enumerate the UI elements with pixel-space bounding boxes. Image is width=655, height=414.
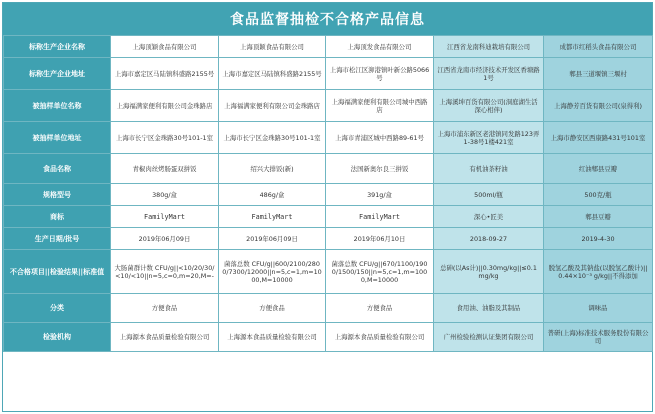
table-cell: 方便食品	[111, 294, 219, 323]
table-cell: 红油郫县豆瓣	[544, 154, 653, 184]
table-cell: 菌落总数 CFU/g||670/1100/1900/1500/150||n=5,c=1,m=1000,M=10000	[326, 250, 434, 294]
table-cell: 上海市青浦区城中西路89-61号	[326, 122, 434, 154]
table-row	[4, 154, 653, 184]
table-cell: 上海顶颖食品有限公司	[111, 36, 219, 58]
table-cell: 500ml/瓶	[434, 184, 544, 206]
table-cell: 菌落总数 CFU/g||600/2100/2800/7300/12000||n=5,c=1,m=1000,M=10000	[219, 250, 326, 294]
table-cell: 上海静芳百货有限公司(泉得利)	[544, 90, 653, 122]
row-header: 标称生产企业名称	[4, 36, 111, 58]
page-title: 食品监督抽检不合格产品信息	[3, 3, 652, 35]
table-cell: 青椒肉丝烤肠蛋双拼饭	[111, 154, 219, 184]
row-header: 被抽样单位名称	[4, 90, 111, 122]
row-header: 分类	[4, 294, 111, 323]
table-cell: 2019年06月10日	[326, 228, 434, 250]
nonconforming-products-table	[3, 35, 653, 352]
table-cell: 2019年06月09日	[219, 228, 326, 250]
table-cell: 上海市嘉定区马陆镇科盛路2155号	[111, 58, 219, 90]
table-row	[4, 184, 653, 206]
info-table-container	[2, 2, 653, 412]
table-cell: 调味品	[544, 294, 653, 323]
table-cell: 上海源本食品质量检验有限公司	[326, 323, 434, 352]
table-row	[4, 206, 653, 228]
table-cell: 脱氢乙酸及其钠盐(以脱氢乙酸计)||0.44×10⁻³ g/kg||不得添加	[544, 250, 653, 294]
table-cell: 上海市嘉定区马陆镇科盛路2155号	[219, 58, 326, 90]
table-cell: 上海顶颖食品有限公司	[219, 36, 326, 58]
table-cell: FamilyMart	[111, 206, 219, 228]
table-cell: 总砷(以As计)||0.30mg/kg||≤0.1mg/kg	[434, 250, 544, 294]
row-header: 规格型号	[4, 184, 111, 206]
table-row	[4, 90, 653, 122]
table-cell: 上海源本食品质量检验有限公司	[219, 323, 326, 352]
table-cell: 486g/盒	[219, 184, 326, 206]
table-cell: 绍兴大排饭(新)	[219, 154, 326, 184]
table-cell: 上海市静安区西康路431号101室	[544, 122, 653, 154]
table-cell: 391g/盒	[326, 184, 434, 206]
table-cell: 上海福满家便利有限公司金珠路店	[111, 90, 219, 122]
table-cell: FamilyMart	[219, 206, 326, 228]
table-cell: 上海福满家便利有限公司城中西路店	[326, 90, 434, 122]
table-cell: 500克/瓶	[544, 184, 653, 206]
table-cell: FamilyMart	[326, 206, 434, 228]
table-row	[4, 122, 653, 154]
table-cell: 2019年06月09日	[111, 228, 219, 250]
row-header: 被抽样单位地址	[4, 122, 111, 154]
table-row	[4, 294, 653, 323]
table-cell: 上海市松江区泖港镇叶新公路5066号	[326, 58, 434, 90]
table-cell: 上海源本食品质量检验有限公司	[111, 323, 219, 352]
table-row	[4, 58, 653, 90]
row-header: 检验机构	[4, 323, 111, 352]
table-cell: 上海市浦东新区老港镇同发路123弄1-38号1楼421室	[434, 122, 544, 154]
row-header: 生产日期/批号	[4, 228, 111, 250]
table-cell: 上海市长宁区金珠路30号101-1室	[111, 122, 219, 154]
table-cell: 深心•匠美	[434, 206, 544, 228]
table-cell: 上海顶发食品有限公司	[326, 36, 434, 58]
row-header: 不合格项目||检验结果||标准值	[4, 250, 111, 294]
row-header: 商标	[4, 206, 111, 228]
table-cell: 有机油茶籽油	[434, 154, 544, 184]
table-row	[4, 228, 653, 250]
table-cell: 方便食品	[326, 294, 434, 323]
table-cell: 郫县三道堰镇三堰村	[544, 58, 653, 90]
table-cell: 江西省龙南市经济技术开发区香塘路1号	[434, 58, 544, 90]
table-cell: 上海福满家便利有限公司金珠路店	[219, 90, 326, 122]
table-cell: 方便食品	[219, 294, 326, 323]
row-header: 标称生产企业地址	[4, 58, 111, 90]
table-cell: 广州检验检测认证集团有限公司	[434, 323, 544, 352]
table-cell: 大肠菌群计数 CFU/g||<10/20/30/<10/<10||n=5,c=0,m=20,M=-	[111, 250, 219, 294]
table-cell: 上海市长宁区金珠路30号101-1室	[219, 122, 326, 154]
table-row	[4, 250, 653, 294]
table-cell: 法国新奥尔良三拼饭	[326, 154, 434, 184]
table-cell: 成都市红稻头食品有限公司	[544, 36, 653, 58]
table-cell: 普研(上海)标准技术服务股份有限公司	[544, 323, 653, 352]
table-cell: 2019-4-30	[544, 228, 653, 250]
table-row	[4, 36, 653, 58]
table-cell: 2018-09-27	[434, 228, 544, 250]
row-header: 食品名称	[4, 154, 111, 184]
table-cell: 江西省龙南科迪栽培有限公司	[434, 36, 544, 58]
table-cell: 380g/盒	[111, 184, 219, 206]
table-cell: 食用油、油脂及其制品	[434, 294, 544, 323]
table-cell: 上海溪坤百货有限公司(洞庭湖生活 深心相伴)	[434, 90, 544, 122]
table-row	[4, 323, 653, 352]
table-cell: 郫县豆瓣	[544, 206, 653, 228]
